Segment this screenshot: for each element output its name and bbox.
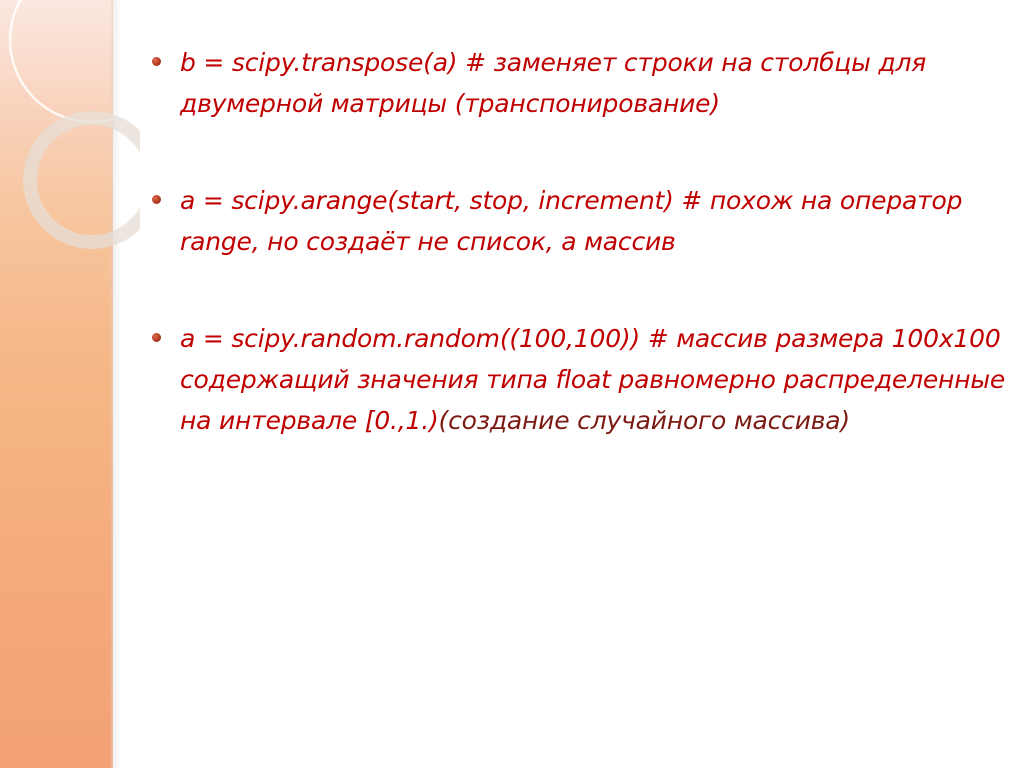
- bullet-text-transpose: b = scipy.transpose(a) # заменяет строки на столбцы для двумерной матрицы (транспонирование): [180, 48, 927, 118]
- bullet-text-arange: a = scipy.arange(start, stop, increment) # похож на оператор range, но создаёт не список, а массив: [180, 186, 963, 256]
- bullet-text-random-suffix: (создание случайного массива): [438, 406, 850, 435]
- bullet-item-arange: [152, 180, 1012, 262]
- decorative-circle-large: [10, 0, 140, 122]
- bullet-item-transpose: [152, 42, 1012, 124]
- round-bullet-icon: [152, 195, 161, 204]
- decorative-circles: [0, 0, 140, 300]
- round-bullet-icon: [152, 57, 161, 66]
- bullet-item-random: [152, 318, 1012, 441]
- bullet-text-random: [180, 318, 1012, 441]
- decorative-circle-small: [30, 118, 140, 242]
- bullet-text-random-main: a = scipy.random.random((100,100)) # массив размера 100x100 содержащий значения типа float равномерно распределенные на интервале [0.,1.): [180, 324, 1006, 435]
- slide-content: [152, 42, 1012, 497]
- round-bullet-icon: [152, 333, 161, 342]
